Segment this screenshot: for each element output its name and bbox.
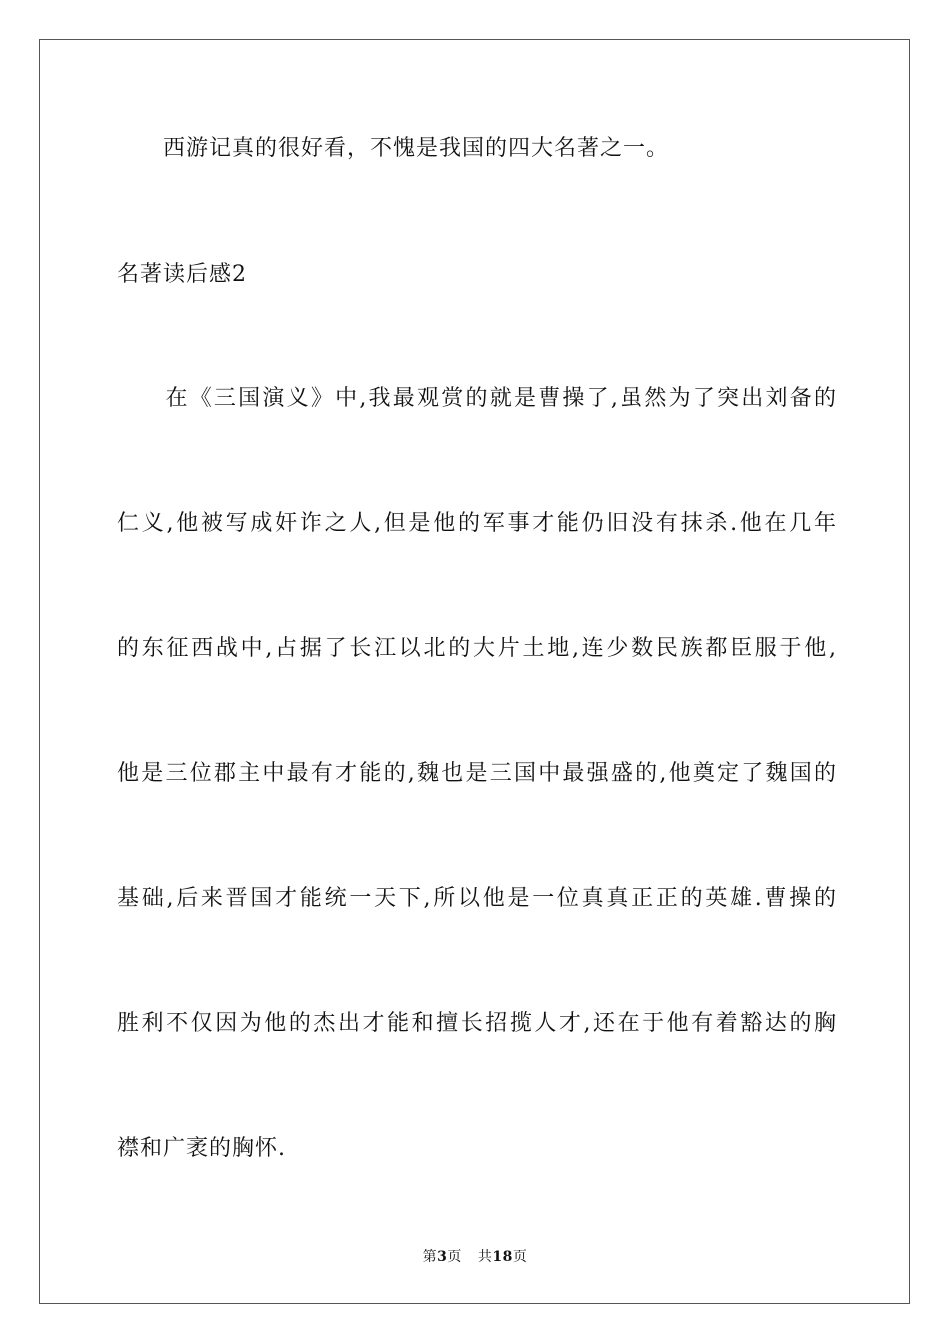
footer-page-total: 18 [492, 1249, 513, 1265]
paragraph-line-8: 胜利不仅因为他的杰出才能和擅长招揽人才,还在于他有着豁达的胸 [117, 1011, 837, 1036]
footer-page-prefix: 第 [422, 1249, 438, 1265]
paragraph-line-7: 基础,后来晋国才能统一天下,所以他是一位真真正正的英雄.曹操的 [117, 886, 837, 911]
section-heading: 名著读后感2 [117, 262, 247, 287]
footer-total-suffix: 页 [512, 1249, 528, 1265]
footer-page-current: 3 [437, 1249, 448, 1265]
footer-page-mid: 页 [447, 1249, 462, 1265]
paragraph-line-6: 他是三位郡主中最有才能的,魏也是三国中最强盛的,他奠定了魏国的 [117, 761, 837, 786]
paragraph-line-5: 的东征西战中,占据了长江以北的大片土地,连少数民族都臣服于他, [117, 636, 837, 661]
paragraph-line-9: 襟和广袤的胸怀. [117, 1136, 286, 1161]
page-footer [0, 1247, 950, 1267]
page-border [39, 39, 910, 1304]
footer-total-prefix: 共 [477, 1249, 493, 1265]
paragraph-line-3: 在《三国演义》中,我最观赏的就是曹操了,虽然为了突出刘备的 [117, 386, 837, 411]
paragraph-line-4: 仁义,他被写成奸诈之人,但是他的军事才能仍旧没有抹杀.他在几年 [117, 511, 837, 536]
paragraph-line-1: 西游记真的很好看，不愧是我国的四大名著之一。 [117, 136, 670, 161]
